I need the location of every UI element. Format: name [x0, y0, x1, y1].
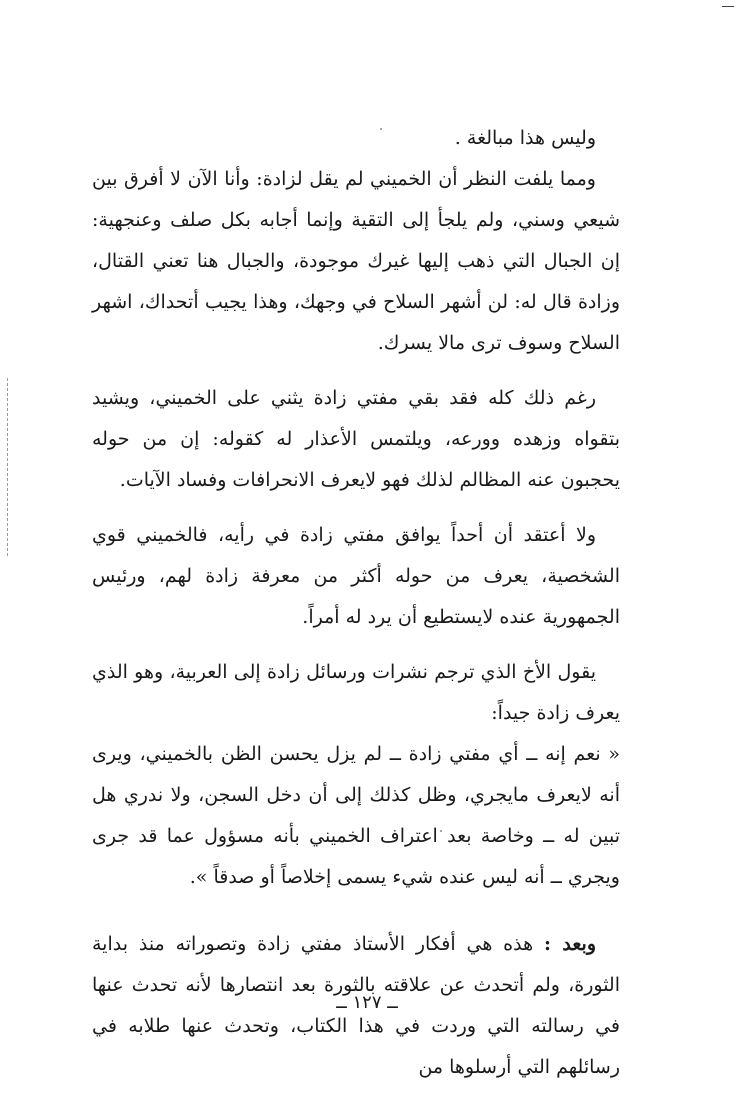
paragraph-praise: رغم ذلك كله فقد بقي مفتي زادة يثني على الخميني، ويشيد بتقواه وزهده وورعه، ويلتمس الأعذار له كقوله: إن من حوله يحجبون عنه المظالم لذلك فهو لايعرف الانحرافات وفساد الآيات.	[92, 387, 620, 491]
paragraph-opinion: ولا أعتقد أن أحداً يوافق مفتي زادة في رأيه، فالخميني قوي الشخصية، يعرف من حوله أكثر من معرفة زادة لهم، ورئيس الجمهورية عنده لايستطيع أن يرد له أمراً.	[92, 524, 620, 628]
conclusion-text: هذه هي أفكار الأستاذ مفتي زادة وتصوراته منذ بداية الثورة، ولم أتحدث عن علاقته بالثورة بعد انتصارها لأنه تحدث عنها في رسالته التي وردت في هذا الكتاب، وتحدث عنها طلابه في رسائلهم التي أرسلوها من	[92, 933, 620, 1078]
corner-mark	[722, 6, 734, 7]
paragraph-translator: يقول الأخ الذي ترجم نشرات ورسائل زادة إلى العربية، وهو الذي يعرف زادة جيداً:	[92, 661, 620, 724]
page-number: ــ ١٢٧ ــ	[336, 992, 398, 1013]
conclusion-lead: وبعد :	[543, 933, 596, 955]
paragraph-khomeini-reply: ومما يلفت النظر أن الخميني لم يقل لزادة: وأنا الآن لا أفرق بين شيعي وسني، ولم يلجأ إلى التقية وإنما أجابه بكل صلف وعنجهية: إن الجبال التي ذهب إليها غيرك موجودة، والجبال هنا تعني القتال، وزادة قال له: لن أشهر السلاح في وجهك، وهذا يجيب أتحداك، اشهر السلاح وسوف ترى مالا يسرك.	[92, 168, 620, 354]
document-page	[92, 118, 620, 1088]
paragraph-quote: « نعم إنه ــ أي مفتي زادة ــ لم يزل يحسن الظن بالخميني، ويرى أنه لايعرف مايجري، وظل كذلك إلى أن دخل السجن، ولا ندري هل تبين له ــ وخاصة بعد اعتراف الخميني بأنه مسؤول عما قد جرى ويجري ــ أنه ليس عنده شيء يسمى إخلاصاً أو صدقاً ».	[92, 743, 620, 888]
paragraph-intro: وليس هذا مبالغة .	[454, 127, 596, 149]
scan-margin-line	[7, 378, 8, 556]
